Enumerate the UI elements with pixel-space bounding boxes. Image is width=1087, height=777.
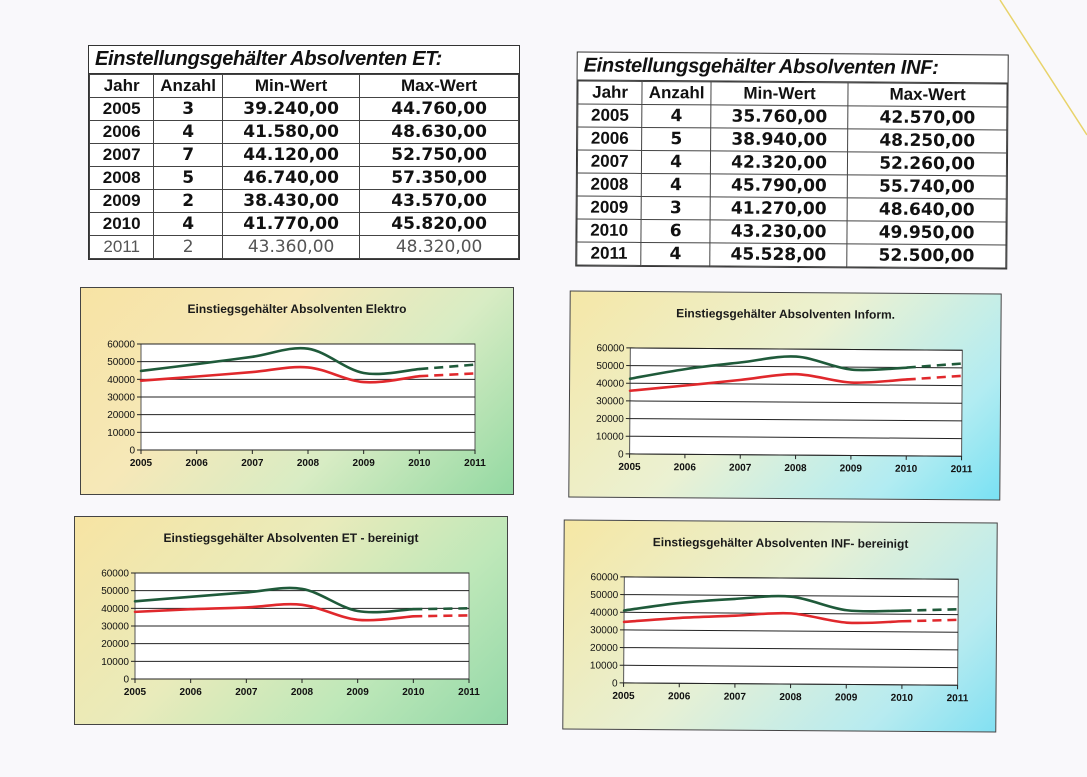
x-tick-label: 2008 bbox=[779, 691, 802, 704]
cell-max: 43.570,00 bbox=[360, 190, 519, 213]
x-tick-label: 2010 bbox=[402, 687, 425, 698]
cell-year: 2008 bbox=[577, 173, 642, 196]
table-row bbox=[90, 213, 519, 236]
cell-min: 42.320,00 bbox=[710, 151, 847, 175]
cell-max: 44.760,00 bbox=[360, 98, 519, 121]
table-row bbox=[90, 190, 519, 213]
table-row bbox=[90, 236, 519, 259]
x-tick-label: 2008 bbox=[290, 687, 314, 698]
chart-inf-bereinigt bbox=[562, 519, 997, 732]
y-tick-label: 10000 bbox=[589, 660, 618, 672]
x-tick-label: 2005 bbox=[612, 690, 635, 702]
cell-count: 2 bbox=[154, 190, 223, 213]
y-tick-label: 50000 bbox=[107, 357, 135, 369]
cell-max: 42.570,00 bbox=[848, 106, 1007, 130]
column-header-jahr: Jahr bbox=[90, 75, 154, 98]
table-row bbox=[578, 127, 1007, 153]
x-tick-label: 2007 bbox=[723, 691, 746, 703]
chart-title: Einstiegsgehälter Absolventen INF- bereinigt bbox=[652, 535, 909, 551]
table-row bbox=[90, 98, 519, 121]
cell-min: 41.770,00 bbox=[222, 213, 359, 236]
y-tick-label: 30000 bbox=[101, 621, 129, 633]
y-tick-label: 20000 bbox=[107, 410, 135, 422]
x-tick-label: 2007 bbox=[728, 462, 752, 474]
cell-min: 46.740,00 bbox=[222, 167, 359, 190]
cell-min: 45.528,00 bbox=[710, 243, 847, 267]
cell-year: 2005 bbox=[90, 98, 154, 121]
chart-inf-bereinigt-svg bbox=[563, 520, 996, 731]
cell-count: 4 bbox=[641, 242, 710, 265]
x-tick-label: 2008 bbox=[296, 458, 320, 469]
cell-count: 4 bbox=[154, 121, 223, 144]
table-row bbox=[577, 242, 1006, 268]
x-tick-label: 2006 bbox=[179, 687, 202, 698]
chart-et-svg bbox=[81, 288, 513, 494]
table-row bbox=[577, 219, 1006, 245]
column-header-anzahl: Anzahl bbox=[154, 75, 223, 98]
cell-min: 45.790,00 bbox=[710, 174, 847, 198]
y-tick-label: 20000 bbox=[101, 639, 129, 651]
cell-count: 4 bbox=[642, 173, 711, 196]
cell-min: 41.270,00 bbox=[710, 197, 847, 221]
y-tick-label: 10000 bbox=[595, 431, 624, 443]
cell-min: 44.120,00 bbox=[222, 144, 359, 167]
chart-et-bereinigt-svg bbox=[75, 517, 507, 724]
y-tick-label: 30000 bbox=[107, 392, 135, 404]
column-header-anzahl: Anzahl bbox=[642, 81, 711, 104]
cell-count: 4 bbox=[642, 104, 711, 127]
chart-title: Einstiegsgehälter Absolventen Elektro bbox=[187, 302, 407, 316]
cell-max: 52.260,00 bbox=[848, 152, 1007, 176]
cell-count: 7 bbox=[154, 144, 223, 167]
cell-min: 43.230,00 bbox=[710, 220, 847, 244]
x-tick-label: 2008 bbox=[784, 462, 807, 475]
x-tick-label: 2005 bbox=[129, 458, 153, 469]
cell-year: 2010 bbox=[577, 219, 642, 242]
x-tick-label: 2006 bbox=[668, 691, 691, 703]
cell-year: 2011 bbox=[577, 242, 642, 265]
chart-et-bereinigt bbox=[74, 516, 508, 725]
x-tick-label: 2006 bbox=[673, 462, 696, 474]
y-tick-label: 50000 bbox=[596, 360, 625, 373]
x-tick-label: 2006 bbox=[185, 458, 208, 469]
cell-year: 2007 bbox=[577, 150, 642, 173]
cell-year: 2006 bbox=[90, 121, 154, 144]
chart-title: Einstiegsgehälter Absolventen Inform. bbox=[676, 306, 896, 322]
x-tick-label: 2005 bbox=[618, 461, 641, 473]
y-tick-label: 60000 bbox=[596, 343, 625, 355]
column-header-max-wert: Max-Wert bbox=[360, 75, 519, 98]
x-tick-label: 2009 bbox=[346, 687, 369, 698]
chart-inf-svg bbox=[569, 292, 1000, 500]
y-tick-label: 50000 bbox=[101, 586, 129, 598]
x-tick-label: 2010 bbox=[890, 692, 913, 704]
y-tick-label: 50000 bbox=[590, 589, 619, 602]
cell-min: 43.360,00 bbox=[222, 236, 359, 259]
cell-year: 2010 bbox=[90, 213, 154, 236]
cell-max: 48.250,00 bbox=[848, 129, 1007, 153]
cell-min: 39.240,00 bbox=[222, 98, 359, 121]
table-row bbox=[577, 150, 1006, 176]
cell-count: 3 bbox=[154, 98, 223, 121]
x-tick-label: 2011 bbox=[950, 464, 973, 476]
x-tick-label: 2011 bbox=[458, 687, 480, 698]
y-tick-label: 40000 bbox=[590, 607, 619, 619]
cell-min: 38.430,00 bbox=[222, 190, 359, 213]
x-tick-label: 2009 bbox=[835, 692, 858, 704]
table-row bbox=[577, 173, 1006, 199]
chart-title: Einstiegsgehälter Absolventen ET - bereinigt bbox=[163, 531, 419, 545]
cell-year: 2009 bbox=[577, 196, 642, 219]
table-row bbox=[90, 121, 519, 144]
x-tick-label: 2009 bbox=[352, 458, 375, 469]
column-header-min-wert: Min-Wert bbox=[222, 75, 359, 98]
cell-max: 52.500,00 bbox=[847, 244, 1006, 268]
y-tick-label: 20000 bbox=[589, 642, 618, 655]
x-tick-label: 2011 bbox=[946, 693, 969, 705]
table-et-title: Einstellungsgehälter Absolventen ET: bbox=[89, 46, 519, 74]
y-tick-label: 0 bbox=[123, 674, 129, 686]
cell-min: 35.760,00 bbox=[711, 105, 848, 129]
y-tick-label: 10000 bbox=[107, 427, 135, 439]
y-tick-label: 0 bbox=[617, 449, 624, 461]
cell-count: 5 bbox=[154, 167, 223, 190]
y-tick-label: 60000 bbox=[107, 339, 135, 351]
chart-inf bbox=[568, 290, 1001, 500]
y-tick-label: 60000 bbox=[590, 572, 619, 584]
y-tick-label: 0 bbox=[129, 445, 135, 457]
cell-count: 3 bbox=[641, 196, 710, 219]
y-tick-label: 40000 bbox=[107, 374, 135, 386]
table-row bbox=[577, 196, 1006, 222]
y-tick-label: 20000 bbox=[595, 413, 624, 426]
x-tick-label: 2005 bbox=[123, 687, 147, 698]
cell-max: 48.630,00 bbox=[360, 121, 519, 144]
x-tick-label: 2007 bbox=[235, 687, 258, 698]
cell-max: 48.320,00 bbox=[360, 236, 519, 259]
table-inf-grid bbox=[576, 81, 1007, 269]
cell-count: 5 bbox=[642, 127, 711, 150]
cell-max: 45.820,00 bbox=[360, 213, 519, 236]
cell-year: 2009 bbox=[90, 190, 154, 213]
x-tick-label: 2007 bbox=[241, 458, 264, 469]
cell-max: 48.640,00 bbox=[847, 198, 1006, 222]
cell-min: 38.940,00 bbox=[711, 128, 848, 152]
cell-max: 49.950,00 bbox=[847, 221, 1006, 245]
cell-year: 2007 bbox=[90, 144, 154, 167]
chart-et bbox=[80, 287, 514, 495]
cell-year: 2006 bbox=[578, 127, 643, 150]
y-tick-label: 40000 bbox=[596, 378, 625, 390]
table-row bbox=[578, 104, 1007, 130]
cell-min: 41.580,00 bbox=[222, 121, 359, 144]
cell-year: 2008 bbox=[90, 167, 154, 190]
table-inf bbox=[575, 51, 1008, 269]
cell-max: 57.350,00 bbox=[360, 167, 519, 190]
x-tick-label: 2010 bbox=[894, 463, 918, 475]
cell-year: 2005 bbox=[578, 104, 643, 127]
cell-count: 4 bbox=[154, 213, 223, 236]
cell-max: 52.750,00 bbox=[360, 144, 519, 167]
column-header-jahr: Jahr bbox=[578, 81, 643, 104]
y-tick-label: 0 bbox=[611, 678, 618, 690]
cell-count: 2 bbox=[154, 236, 223, 259]
x-tick-label: 2011 bbox=[464, 458, 486, 469]
x-tick-label: 2010 bbox=[408, 458, 431, 469]
table-inf-title: Einstellungsgehälter Absolventen INF: bbox=[578, 53, 1008, 84]
cell-year: 2011 bbox=[90, 236, 154, 259]
table-et-grid bbox=[89, 74, 519, 259]
column-header-min-wert: Min-Wert bbox=[711, 82, 848, 106]
table-row bbox=[90, 167, 519, 190]
x-tick-label: 2009 bbox=[839, 463, 862, 475]
table-et bbox=[88, 45, 520, 260]
y-tick-label: 40000 bbox=[101, 603, 129, 615]
y-tick-label: 10000 bbox=[101, 656, 129, 668]
y-tick-label: 30000 bbox=[590, 625, 619, 637]
y-tick-label: 30000 bbox=[596, 396, 624, 408]
cell-count: 6 bbox=[641, 219, 710, 242]
column-header-max-wert: Max-Wert bbox=[848, 83, 1007, 107]
cell-max: 55.740,00 bbox=[847, 175, 1006, 199]
table-row bbox=[90, 144, 519, 167]
y-tick-label: 60000 bbox=[101, 568, 129, 580]
cell-count: 4 bbox=[642, 150, 711, 173]
